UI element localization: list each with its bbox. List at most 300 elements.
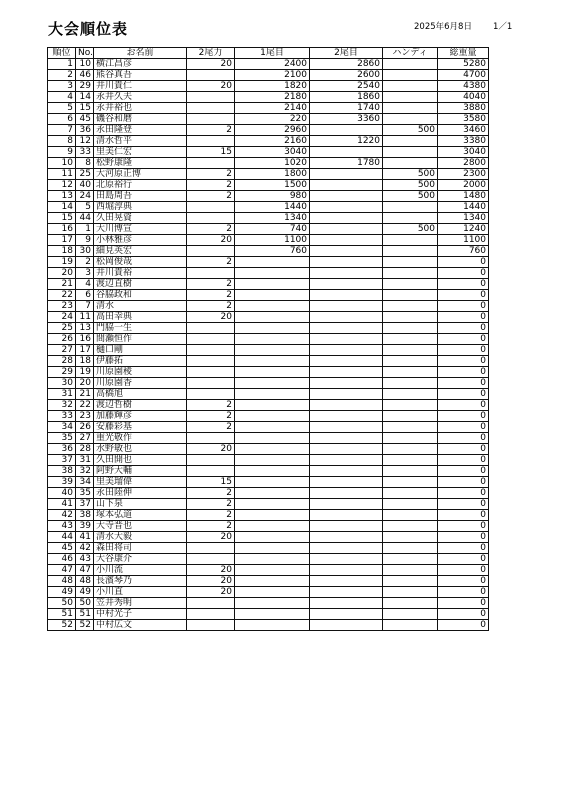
rank-cell: 32 [48,400,76,411]
total-weight-cell: 0 [438,521,489,532]
bonus-cell [187,466,235,477]
table-row [48,114,489,125]
bonus-cell [187,70,235,81]
bonus-cell [187,389,235,400]
total-weight-cell: 0 [438,356,489,367]
total-weight-cell: 2800 [438,158,489,169]
fish1-cell [235,334,310,345]
no-cell: 27 [76,433,94,444]
bonus-cell: 15 [187,147,235,158]
rank-cell: 29 [48,367,76,378]
rank-cell: 51 [48,609,76,620]
table-row [48,81,489,92]
handicap-cell [383,103,438,114]
handicap-cell [383,147,438,158]
fish2-cell [310,587,383,598]
table-row [48,609,489,620]
bonus-cell: 20 [187,444,235,455]
handicap-cell [383,367,438,378]
table-row [48,587,489,598]
table-row [48,136,489,147]
fish2-cell [310,312,383,323]
rank-cell: 45 [48,543,76,554]
fish2-cell [310,180,383,191]
total-weight-cell: 0 [438,378,489,389]
no-cell: 39 [76,521,94,532]
fish2-cell [310,268,383,279]
handicap-cell [383,411,438,422]
bonus-cell: 15 [187,477,235,488]
no-cell: 10 [76,59,94,70]
header-fish1: 1尾目 [235,48,310,59]
ranking-table [47,47,489,631]
rank-cell: 21 [48,279,76,290]
fish2-cell [310,345,383,356]
rank-cell: 11 [48,169,76,180]
total-weight-cell: 0 [438,400,489,411]
table-row [48,301,489,312]
handicap-cell [383,499,438,510]
bonus-cell [187,114,235,125]
bonus-cell [187,598,235,609]
name-cell: 久田晃資 [94,213,187,224]
fish1-cell: 1100 [235,235,310,246]
bonus-cell: 2 [187,400,235,411]
table-row [48,411,489,422]
no-cell: 14 [76,92,94,103]
fish2-cell [310,257,383,268]
fish2-cell [310,576,383,587]
total-weight-cell: 0 [438,477,489,488]
table-row [48,532,489,543]
fish2-cell [310,169,383,180]
total-weight-cell: 0 [438,433,489,444]
bonus-cell [187,620,235,631]
fish2-cell [310,246,383,257]
fish2-cell [310,422,383,433]
rank-cell: 52 [48,620,76,631]
table-row [48,103,489,114]
rank-cell: 14 [48,202,76,213]
name-cell: 松岡俊哉 [94,257,187,268]
fish1-cell: 1020 [235,158,310,169]
rank-cell: 18 [48,246,76,257]
handicap-cell [383,378,438,389]
table-row [48,499,489,510]
rank-cell: 38 [48,466,76,477]
no-cell: 44 [76,213,94,224]
report-date: 2025年6月8日 [414,22,472,32]
handicap-cell [383,598,438,609]
rank-cell: 43 [48,521,76,532]
handicap-cell [383,136,438,147]
name-cell: 大川博宣 [94,224,187,235]
total-weight-cell: 0 [438,301,489,312]
rank-cell: 5 [48,103,76,114]
no-cell: 21 [76,389,94,400]
total-weight-cell: 0 [438,345,489,356]
fish1-cell [235,587,310,598]
no-cell: 5 [76,202,94,213]
rank-cell: 36 [48,444,76,455]
no-cell: 2 [76,257,94,268]
fish1-cell: 1500 [235,180,310,191]
name-cell: 樋口剛 [94,345,187,356]
rank-cell: 33 [48,411,76,422]
fish1-cell [235,301,310,312]
rank-cell: 30 [48,378,76,389]
no-cell: 49 [76,587,94,598]
total-weight-cell: 3460 [438,125,489,136]
fish1-cell [235,499,310,510]
fish2-cell [310,510,383,521]
name-cell: 阿野大輔 [94,466,187,477]
handicap-cell [383,587,438,598]
bonus-cell [187,103,235,114]
bonus-cell: 2 [187,290,235,301]
table-row [48,279,489,290]
bonus-cell: 20 [187,59,235,70]
name-cell: 小川流 [94,565,187,576]
bonus-cell [187,455,235,466]
total-weight-cell: 0 [438,598,489,609]
no-cell: 41 [76,532,94,543]
table-row [48,70,489,81]
bonus-cell [187,213,235,224]
handicap-cell [383,444,438,455]
fish2-cell [310,202,383,213]
fish1-cell [235,378,310,389]
rank-cell: 42 [48,510,76,521]
table-row [48,158,489,169]
table-row [48,477,489,488]
total-weight-cell: 0 [438,609,489,620]
table-row [48,466,489,477]
handicap-cell [383,455,438,466]
fish2-cell [310,279,383,290]
fish1-cell: 1440 [235,202,310,213]
total-weight-cell: 0 [438,543,489,554]
fish2-cell [310,290,383,301]
bonus-cell [187,543,235,554]
rank-cell: 46 [48,554,76,565]
name-cell: 森田将司 [94,543,187,554]
bonus-cell [187,202,235,213]
no-cell: 11 [76,312,94,323]
page-number: 1／1 [493,22,513,32]
handicap-cell [383,620,438,631]
fish1-cell [235,367,310,378]
rank-cell: 50 [48,598,76,609]
handicap-cell [383,312,438,323]
handicap-cell [383,389,438,400]
fish2-cell [310,521,383,532]
total-weight-cell: 1100 [438,235,489,246]
no-cell: 32 [76,466,94,477]
name-cell: 永田陸伸 [94,488,187,499]
name-cell: 中村広文 [94,620,187,631]
name-cell: 谷脇政和 [94,290,187,301]
rank-cell: 7 [48,125,76,136]
no-cell: 16 [76,334,94,345]
fish2-cell [310,598,383,609]
fish1-cell [235,510,310,521]
table-row [48,246,489,257]
rank-cell: 19 [48,257,76,268]
table-row [48,554,489,565]
fish2-cell [310,224,383,235]
name-cell: 清水哲平 [94,136,187,147]
name-cell: 里美瑠偉 [94,477,187,488]
handicap-cell [383,400,438,411]
total-weight-cell: 0 [438,279,489,290]
bonus-cell [187,367,235,378]
name-cell: 清水 [94,301,187,312]
no-cell: 40 [76,180,94,191]
name-cell: 水野敏也 [94,444,187,455]
bonus-cell: 2 [187,257,235,268]
bonus-cell [187,378,235,389]
fish1-cell [235,598,310,609]
total-weight-cell: 0 [438,554,489,565]
bonus-cell: 2 [187,411,235,422]
rank-cell: 34 [48,422,76,433]
name-cell: 大谷康介 [94,554,187,565]
name-cell: 清水大毅 [94,532,187,543]
handicap-cell: 500 [383,125,438,136]
name-cell: 長濱琴乃 [94,576,187,587]
table-row [48,422,489,433]
total-weight-cell: 5280 [438,59,489,70]
fish2-cell [310,477,383,488]
bonus-cell [187,246,235,257]
total-weight-cell: 3880 [438,103,489,114]
table-row [48,191,489,202]
name-cell: 渡辺直樹 [94,279,187,290]
bonus-cell [187,268,235,279]
name-cell: 永井裕也 [94,103,187,114]
no-cell: 30 [76,246,94,257]
table-row [48,257,489,268]
table-row [48,444,489,455]
no-cell: 3 [76,268,94,279]
name-cell: 小林雅彦 [94,235,187,246]
name-cell: 磯谷和磨 [94,114,187,125]
total-weight-cell: 4040 [438,92,489,103]
bonus-cell: 2 [187,180,235,191]
fish1-cell [235,620,310,631]
table-row [48,334,489,345]
bonus-cell: 2 [187,488,235,499]
table-row [48,180,489,191]
fish2-cell [310,411,383,422]
no-cell: 38 [76,510,94,521]
table-row [48,378,489,389]
no-cell: 23 [76,411,94,422]
total-weight-cell: 0 [438,620,489,631]
fish2-cell [310,543,383,554]
no-cell: 37 [76,499,94,510]
fish1-cell [235,609,310,620]
fish1-cell [235,532,310,543]
header-total-weight: 総重量 [438,48,489,59]
total-weight-cell: 0 [438,488,489,499]
bonus-cell: 2 [187,510,235,521]
handicap-cell [383,345,438,356]
name-cell: 熊谷真吾 [94,70,187,81]
rank-cell: 26 [48,334,76,345]
fish1-cell: 1800 [235,169,310,180]
header-fish2: 2尾目 [310,48,383,59]
fish2-cell: 1860 [310,92,383,103]
bonus-cell [187,323,235,334]
bonus-cell: 2 [187,279,235,290]
handicap-cell [383,488,438,499]
table-row [48,598,489,609]
total-weight-cell: 0 [438,444,489,455]
rank-cell: 40 [48,488,76,499]
table-row [48,125,489,136]
table-row [48,510,489,521]
fish1-cell [235,400,310,411]
fish2-cell [310,367,383,378]
page-title: 大会順位表 [48,20,129,38]
name-cell: 細見英宏 [94,246,187,257]
fish2-cell: 3360 [310,114,383,125]
fish1-cell: 980 [235,191,310,202]
rank-cell: 31 [48,389,76,400]
table-row [48,268,489,279]
no-cell: 13 [76,323,94,334]
handicap-cell [383,268,438,279]
handicap-cell [383,257,438,268]
fish2-cell [310,620,383,631]
fish1-cell [235,356,310,367]
no-cell: 48 [76,576,94,587]
no-cell: 45 [76,114,94,125]
no-cell: 22 [76,400,94,411]
total-weight-cell: 1440 [438,202,489,213]
bonus-cell: 20 [187,587,235,598]
name-cell: 塚本弘道 [94,510,187,521]
fish2-cell [310,378,383,389]
handicap-cell [383,466,438,477]
name-cell: 門脇一生 [94,323,187,334]
fish1-cell [235,466,310,477]
no-cell: 4 [76,279,94,290]
fish2-cell [310,301,383,312]
name-cell: 大河原正博 [94,169,187,180]
no-cell: 19 [76,367,94,378]
fish1-cell: 740 [235,224,310,235]
fish1-cell: 1820 [235,81,310,92]
fish2-cell: 2540 [310,81,383,92]
rank-cell: 39 [48,477,76,488]
handicap-cell: 500 [383,180,438,191]
table-row [48,59,489,70]
rank-cell: 4 [48,92,76,103]
rank-cell: 9 [48,147,76,158]
handicap-cell [383,81,438,92]
table-row [48,224,489,235]
name-cell: 北原裕行 [94,180,187,191]
no-cell: 9 [76,235,94,246]
table-header-row [48,48,489,59]
table-row [48,312,489,323]
header-name: お名前 [94,48,187,59]
table-row [48,400,489,411]
handicap-cell [383,477,438,488]
bonus-cell: 20 [187,235,235,246]
fish1-cell [235,389,310,400]
handicap-cell [383,609,438,620]
no-cell: 20 [76,378,94,389]
name-cell: 久田開也 [94,455,187,466]
total-weight-cell: 0 [438,334,489,345]
bonus-cell: 2 [187,224,235,235]
name-cell: 田島周吾 [94,191,187,202]
rank-cell: 28 [48,356,76,367]
no-cell: 29 [76,81,94,92]
name-cell: 笠井秀明 [94,598,187,609]
table-row [48,169,489,180]
table-row [48,367,489,378]
fish2-cell [310,433,383,444]
no-cell: 35 [76,488,94,499]
fish2-cell: 2860 [310,59,383,70]
name-cell: 高田幸典 [94,312,187,323]
table-row [48,323,489,334]
table-row [48,455,489,466]
fish1-cell [235,433,310,444]
table-row [48,433,489,444]
header-bonus: 2尾力 [187,48,235,59]
total-weight-cell: 0 [438,367,489,378]
no-cell: 43 [76,554,94,565]
total-weight-cell: 0 [438,499,489,510]
name-cell: 山下泉 [94,499,187,510]
name-cell: 渡辺哲樹 [94,400,187,411]
handicap-cell [383,422,438,433]
fish2-cell [310,455,383,466]
no-cell: 34 [76,477,94,488]
total-weight-cell: 0 [438,268,489,279]
table-row [48,290,489,301]
fish2-cell: 1740 [310,103,383,114]
handicap-cell [383,543,438,554]
no-cell: 42 [76,543,94,554]
fish1-cell: 2960 [235,125,310,136]
name-cell: 小川直 [94,587,187,598]
table-row [48,202,489,213]
no-cell: 50 [76,598,94,609]
table-row [48,620,489,631]
rank-cell: 12 [48,180,76,191]
bonus-cell [187,345,235,356]
fish2-cell [310,235,383,246]
bonus-cell: 2 [187,125,235,136]
name-cell: 井川貴裕 [94,268,187,279]
rank-cell: 3 [48,81,76,92]
no-cell: 7 [76,301,94,312]
no-cell: 12 [76,136,94,147]
handicap-cell [383,433,438,444]
fish1-cell: 2180 [235,92,310,103]
fish1-cell [235,345,310,356]
handicap-cell: 500 [383,169,438,180]
handicap-cell [383,158,438,169]
total-weight-cell: 2300 [438,169,489,180]
